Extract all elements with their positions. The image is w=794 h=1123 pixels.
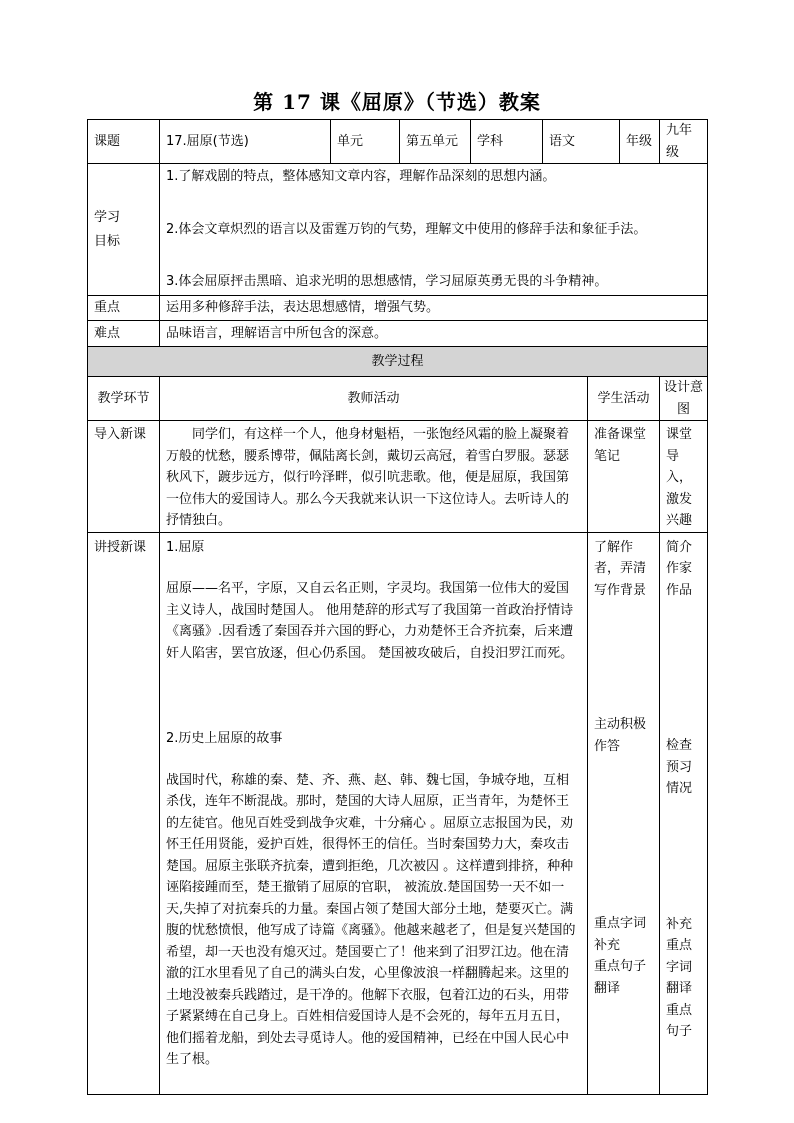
col-intent-header: 设计意图: [660, 377, 708, 421]
design-intent-3b: 翻译重点句子: [666, 981, 693, 1039]
intro-stage: 导入新课: [88, 421, 160, 533]
lesson-plan-table: [87, 119, 708, 1095]
key-point-row: [88, 296, 708, 321]
student-activity-3b: 重点句子翻译: [594, 959, 647, 996]
col-student-header: 学生活动: [588, 377, 660, 421]
new-intent: [660, 532, 708, 1094]
process-header: 教学过程: [88, 347, 708, 377]
difficulty-text: 品味语言，理解语言中所包含的深意。: [160, 321, 708, 347]
design-intent-1: 简介作家作品: [666, 539, 693, 598]
intro-teacher: 同学们，有这样一个人，他身材魁梧，一张饱经风霜的脸上凝聚着万般的忧愁，腰系博带，佩陆离长剑，戴切云高冠，着雪白罗服。瑟瑟秋风下，踱步远方，似行吟泽畔，似引吭悲歌。他，便是屈原，我国第一位伟大的爱国诗人。那么今天我就来认识一下这位诗人。去听诗人的抒情独白。: [160, 421, 588, 533]
section-1-text: 屈原——名平，字原，又自云名正则，字灵均。我国第一位伟大的爱国主义诗人，战国时楚国人。 他用楚辞的形式写了我国第一首政治抒情诗 《离骚》.因看透了秦国吞并六国的野心，力劝楚怀王合齐抗秦，后来遭奸人陷害，罢官放逐，但心仍系国。 楚国被攻破后，自投汨罗江而死。: [166, 581, 574, 661]
objectives-row: [88, 164, 708, 296]
xueke-label: 学科: [471, 120, 543, 164]
student-activity-2: 主动积极作答: [594, 717, 647, 754]
objectives-label: [88, 164, 160, 296]
objective-2: 2.体会文章炽烈的语言以及雷霆万钧的气势，理解文中使用的修辞手法和象征手法。: [166, 221, 647, 237]
key-point-label: 重点: [88, 296, 160, 321]
nianji-label: 年级: [620, 120, 660, 164]
keti-label: 课题: [88, 120, 160, 164]
new-lesson-row: [88, 532, 708, 1094]
key-point-text: 运用多种修辞手法，表达思想感情，增强气势。: [160, 296, 708, 321]
design-intent-2: 检查预习情况: [666, 738, 693, 796]
objective-3: 3.体会屈原抨击黑暗、追求光明的思想感情，学习屈原英勇无畏的斗争精神。: [166, 274, 608, 290]
page-title: 第 17 课《屈原》（节选）教案: [253, 90, 541, 114]
difficulty-label: 难点: [88, 321, 160, 347]
intro-intent: 课堂导入，激发兴趣: [660, 421, 708, 533]
new-stage: 讲授新课: [88, 532, 160, 1094]
col-stage-header: 教学环节: [88, 377, 160, 421]
nianji-value: 九年级: [660, 120, 708, 164]
danyuan-value: 第五单元: [400, 120, 471, 164]
new-student: [588, 532, 660, 1094]
xueke-value: 语文: [543, 120, 620, 164]
intro-student: 准备课堂笔记: [588, 421, 660, 533]
danyuan-label: 单元: [331, 120, 400, 164]
student-activity-1: 了解作者，弄清写作背景: [594, 539, 647, 598]
section-1-heading: 1.屈原: [166, 539, 205, 555]
process-header-row: [88, 347, 708, 377]
objective-1: 1.了解戏剧的特点，整体感知文章内容，理解作品深刻的思想内涵。: [166, 169, 556, 185]
difficulty-row: [88, 321, 708, 347]
process-columns-row: [88, 377, 708, 421]
objectives-content: [160, 164, 708, 296]
intro-row: [88, 421, 708, 533]
section-2-heading: 2.历史上屈原的故事: [166, 731, 283, 746]
section-2-text: 战国时代，称雄的秦、楚、齐、燕、赵、韩、魏七国，争城夺地，互相杀伐，连年不断混战。那时，楚国的大诗人屈原，正当青年，为楚怀王的左徒官。他见百姓受到战争灾难，十分痛心 。屈原立志报国为民，劝怀王任用贤能，爱护百姓，很得怀王的信任。当时秦国势力大，秦攻击楚国。屈原主张联齐抗秦，遭到拒绝，几次被囚 。这样遭到排挤，种种诬陷接踵而至，楚王撤销了屈原的官职， 被流放.楚国国势一天不如一天,失掉了对抗秦兵的力量。秦国占领了楚国大部分土地，楚要灭亡。满腹的忧愁愤恨，他写成了诗篇《离骚》。他越来越老了，但是复兴楚国的希望，却一天也没有熄灭过。楚国要亡了！他来到了汨罗江边。他在清澈的江水里看见了自己的满头白发，心里像波浪一样翻腾起来。这里的土地没被秦兵践踏过，是干净的。他解下衣服，包着江边的石头，用带子紧紧缚在自己身上。百姓相信爱国诗人是不会死的，每年五月五日，他们摇着龙船，到处去寻觅诗人。他的爱国精神，已经在中国人民心中生了根。: [166, 772, 576, 1067]
design-intent-3a: 补充重点字词: [666, 916, 693, 975]
col-teacher-header: 教师活动: [160, 377, 588, 421]
objectives-label-text: 学习目标: [94, 209, 121, 249]
new-teacher: [160, 532, 588, 1094]
keti-value: 17.屈原(节选): [160, 120, 331, 164]
info-row: [88, 120, 708, 164]
student-activity-3a: 重点字词补充: [594, 916, 647, 953]
